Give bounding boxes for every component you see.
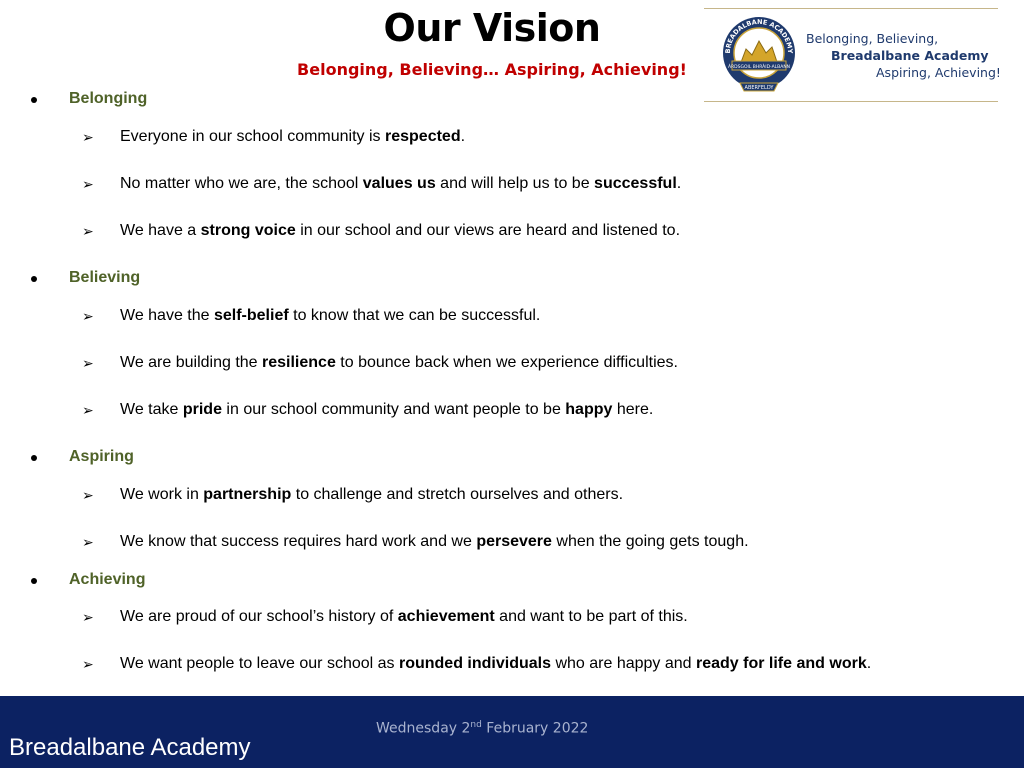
bullet-dot-icon	[31, 578, 37, 584]
emphasis-text: values us	[362, 175, 436, 192]
emphasis-text: happy	[565, 401, 613, 418]
logo-line-2: Breadalbane Academy	[831, 48, 989, 63]
list-item	[120, 128, 465, 146]
item-text: when the going gets tough.	[551, 533, 749, 550]
list-item	[120, 655, 871, 673]
list-item	[120, 486, 623, 504]
item-text: We have the	[120, 307, 214, 324]
item-text: We want people to leave our school as	[120, 655, 399, 672]
emphasis-text: partnership	[203, 486, 292, 503]
logo-line-1: Belonging, Believing,	[806, 31, 939, 46]
item-text: No matter who we are, the school	[120, 175, 363, 192]
emphasis-text: resilience	[262, 354, 336, 371]
item-text: We know that success requires hard work and we	[120, 533, 477, 550]
bullet-dot-icon	[31, 455, 37, 461]
arrow-bullet-icon: ➢	[82, 609, 94, 625]
logo-line-3: Aspiring, Achieving!	[876, 65, 1001, 80]
school-crest-icon	[718, 15, 800, 97]
item-text: Everyone in our school community is	[120, 128, 385, 145]
crest-arc-text: BREADALBANE ACADEMY	[723, 17, 795, 54]
item-text: We work in	[120, 486, 204, 503]
arrow-bullet-icon: ➢	[82, 534, 94, 550]
item-text: .	[460, 128, 466, 145]
emphasis-text: strong voice	[200, 222, 296, 239]
item-text: to bounce back when we experience difficulties.	[335, 354, 678, 371]
emphasis-text: successful	[594, 175, 677, 192]
item-text: and want to be part of this.	[494, 608, 688, 625]
list-item	[120, 222, 680, 240]
emphasis-text: respected	[385, 128, 461, 145]
list-item	[120, 175, 681, 193]
bullet-dot-icon	[31, 276, 37, 282]
emphasis-text: persevere	[476, 533, 552, 550]
item-text: to know that we can be successful.	[288, 307, 541, 324]
list-item	[120, 307, 540, 325]
item-text: and will help us to be	[435, 175, 595, 192]
section-heading-achieving: Achieving	[69, 571, 146, 588]
emphasis-text: ready for life and work	[696, 655, 867, 672]
emphasis-text: rounded individuals	[398, 655, 551, 672]
item-text: .	[676, 175, 682, 192]
arrow-bullet-icon: ➢	[82, 402, 94, 418]
item-text: We take	[120, 401, 183, 418]
emphasis-text: pride	[182, 401, 222, 418]
footer-school-name: Breadalbane Academy	[9, 734, 251, 761]
page-subtitle: Belonging, Believing… Aspiring, Achieving!	[297, 60, 687, 79]
footer-date: Wednesday 2nd February 2022	[376, 720, 589, 737]
arrow-bullet-icon: ➢	[82, 223, 94, 239]
arrow-bullet-icon: ➢	[82, 355, 94, 371]
item-text: in our school community and want people to be	[221, 401, 566, 418]
emphasis-text: self-belief	[213, 307, 289, 324]
arrow-bullet-icon: ➢	[82, 487, 94, 503]
list-item	[120, 354, 678, 372]
section-heading-believing: Believing	[69, 269, 141, 286]
arrow-bullet-icon: ➢	[82, 308, 94, 324]
arrow-bullet-icon: ➢	[82, 129, 94, 145]
list-item	[120, 401, 653, 419]
section-heading-belonging: Belonging	[69, 90, 148, 107]
item-text: We are proud of our school’s history of	[120, 608, 398, 625]
item-text: here.	[612, 401, 654, 418]
item-text: .	[866, 655, 872, 672]
bullet-dot-icon	[31, 97, 37, 103]
footer-bar	[0, 696, 1024, 768]
item-text: in our school and our views are heard and listened to.	[295, 222, 681, 239]
item-text: We have a	[120, 222, 201, 239]
list-item	[120, 608, 688, 626]
section-heading-aspiring: Aspiring	[69, 448, 134, 465]
item-text: to challenge and stretch ourselves and others.	[291, 486, 624, 503]
list-item	[120, 533, 749, 551]
item-text: who are happy and	[551, 655, 696, 672]
crest-banner-text: ÀRDSGOIL BHRÀID-ALBANN	[727, 65, 791, 70]
item-text: We are building the	[120, 354, 263, 371]
arrow-bullet-icon: ➢	[82, 656, 94, 672]
arrow-bullet-icon: ➢	[82, 176, 94, 192]
emphasis-text: achievement	[397, 608, 495, 625]
school-logo-banner	[704, 8, 1001, 102]
page-title: Our Vision	[383, 6, 601, 50]
crest-bottom-text: ABERFELDY	[744, 85, 774, 91]
